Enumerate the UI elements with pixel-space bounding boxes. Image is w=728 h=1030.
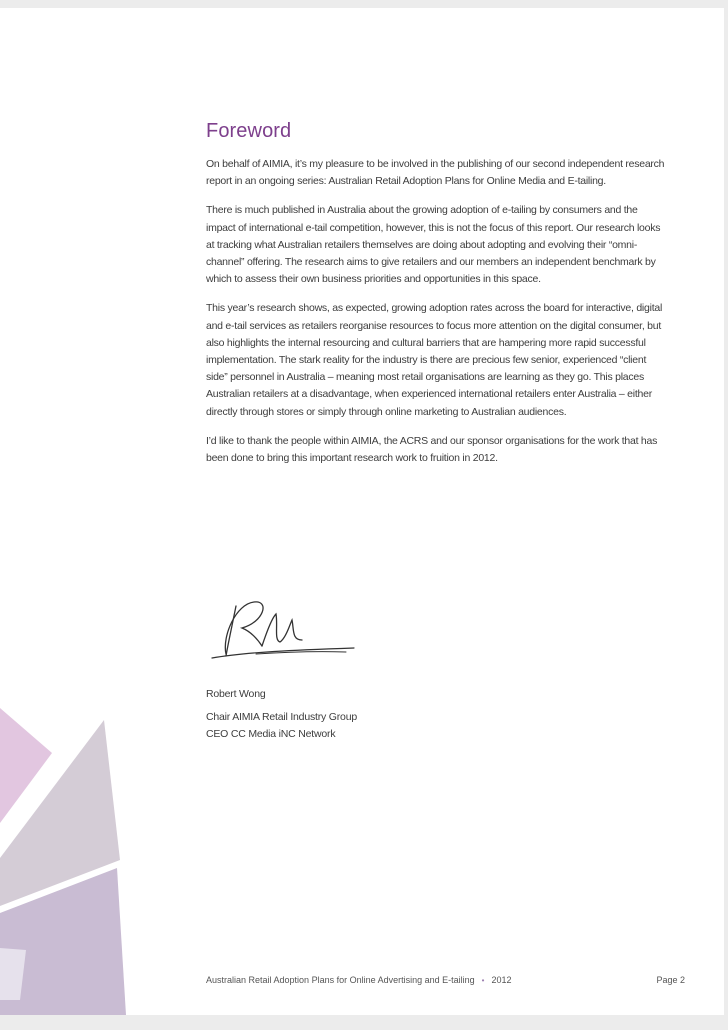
document-page (0, 8, 724, 1015)
foreword-section (206, 120, 668, 479)
paragraph-thanks: I’d like to thank the people within AIMIA, the ACRS and our sponsor organisations for the work that has been done to bring this important research work to fruition in 2012. (206, 434, 658, 465)
handwritten-signature (206, 596, 356, 666)
signatory-block (206, 686, 357, 743)
page-title: Foreword (206, 120, 292, 142)
footer-bullet-icon: • (481, 975, 485, 985)
page-footer (206, 975, 685, 985)
paragraph-intro: On behalf of AIMIA, it’s my pleasure to be involved in the publishing of our second independent research report in an ongoing series: Australian Retail Adoption Plans for Online Media and E-tailing. (206, 158, 665, 188)
signatory-name: Robert Wong (206, 688, 266, 700)
footer-page-number: Page 2 (656, 975, 685, 985)
signatory-role-chair: Chair AIMIA Retail Industry Group (206, 711, 357, 723)
footer-left (206, 975, 512, 985)
paragraph-focus: There is much published in Australia about the growing adoption of e-tailing by consumers and the impact of international e-tail competition, however, this is not the focus of this report. Our research looks at tracking what Australian retailers themselves are doing about adopting and evolving their “omni-channel” offering. The research aims to give retailers and our members an independent benchmark by which to assess their own business priorities and opportunities in this space. (206, 204, 661, 286)
signatory-role-ceo: CEO CC Media iNC Network (206, 728, 336, 740)
footer-report-title: Australian Retail Adoption Plans for Online Advertising and E-tailing (206, 975, 475, 985)
paragraph-findings: This year’s research shows, as expected, growing adoption rates across the board for interactive, digital and e-tail services as retailers reorganise resources to focus more attention on the digital consumer, but also highlights the internal resourcing and cultural barriers that are hampering more rapid successful implementation. The stark reality for the industry is there are precious few senior, experienced “client side” personnel in Australia – meaning most retail organisations are learning as they go. This places Australian retailers at a disadvantage, when experienced international retailers enter Australia – either directly through stores or simply through online marketing to Australian audiences. (206, 302, 663, 418)
footer-year: 2012 (491, 975, 512, 985)
